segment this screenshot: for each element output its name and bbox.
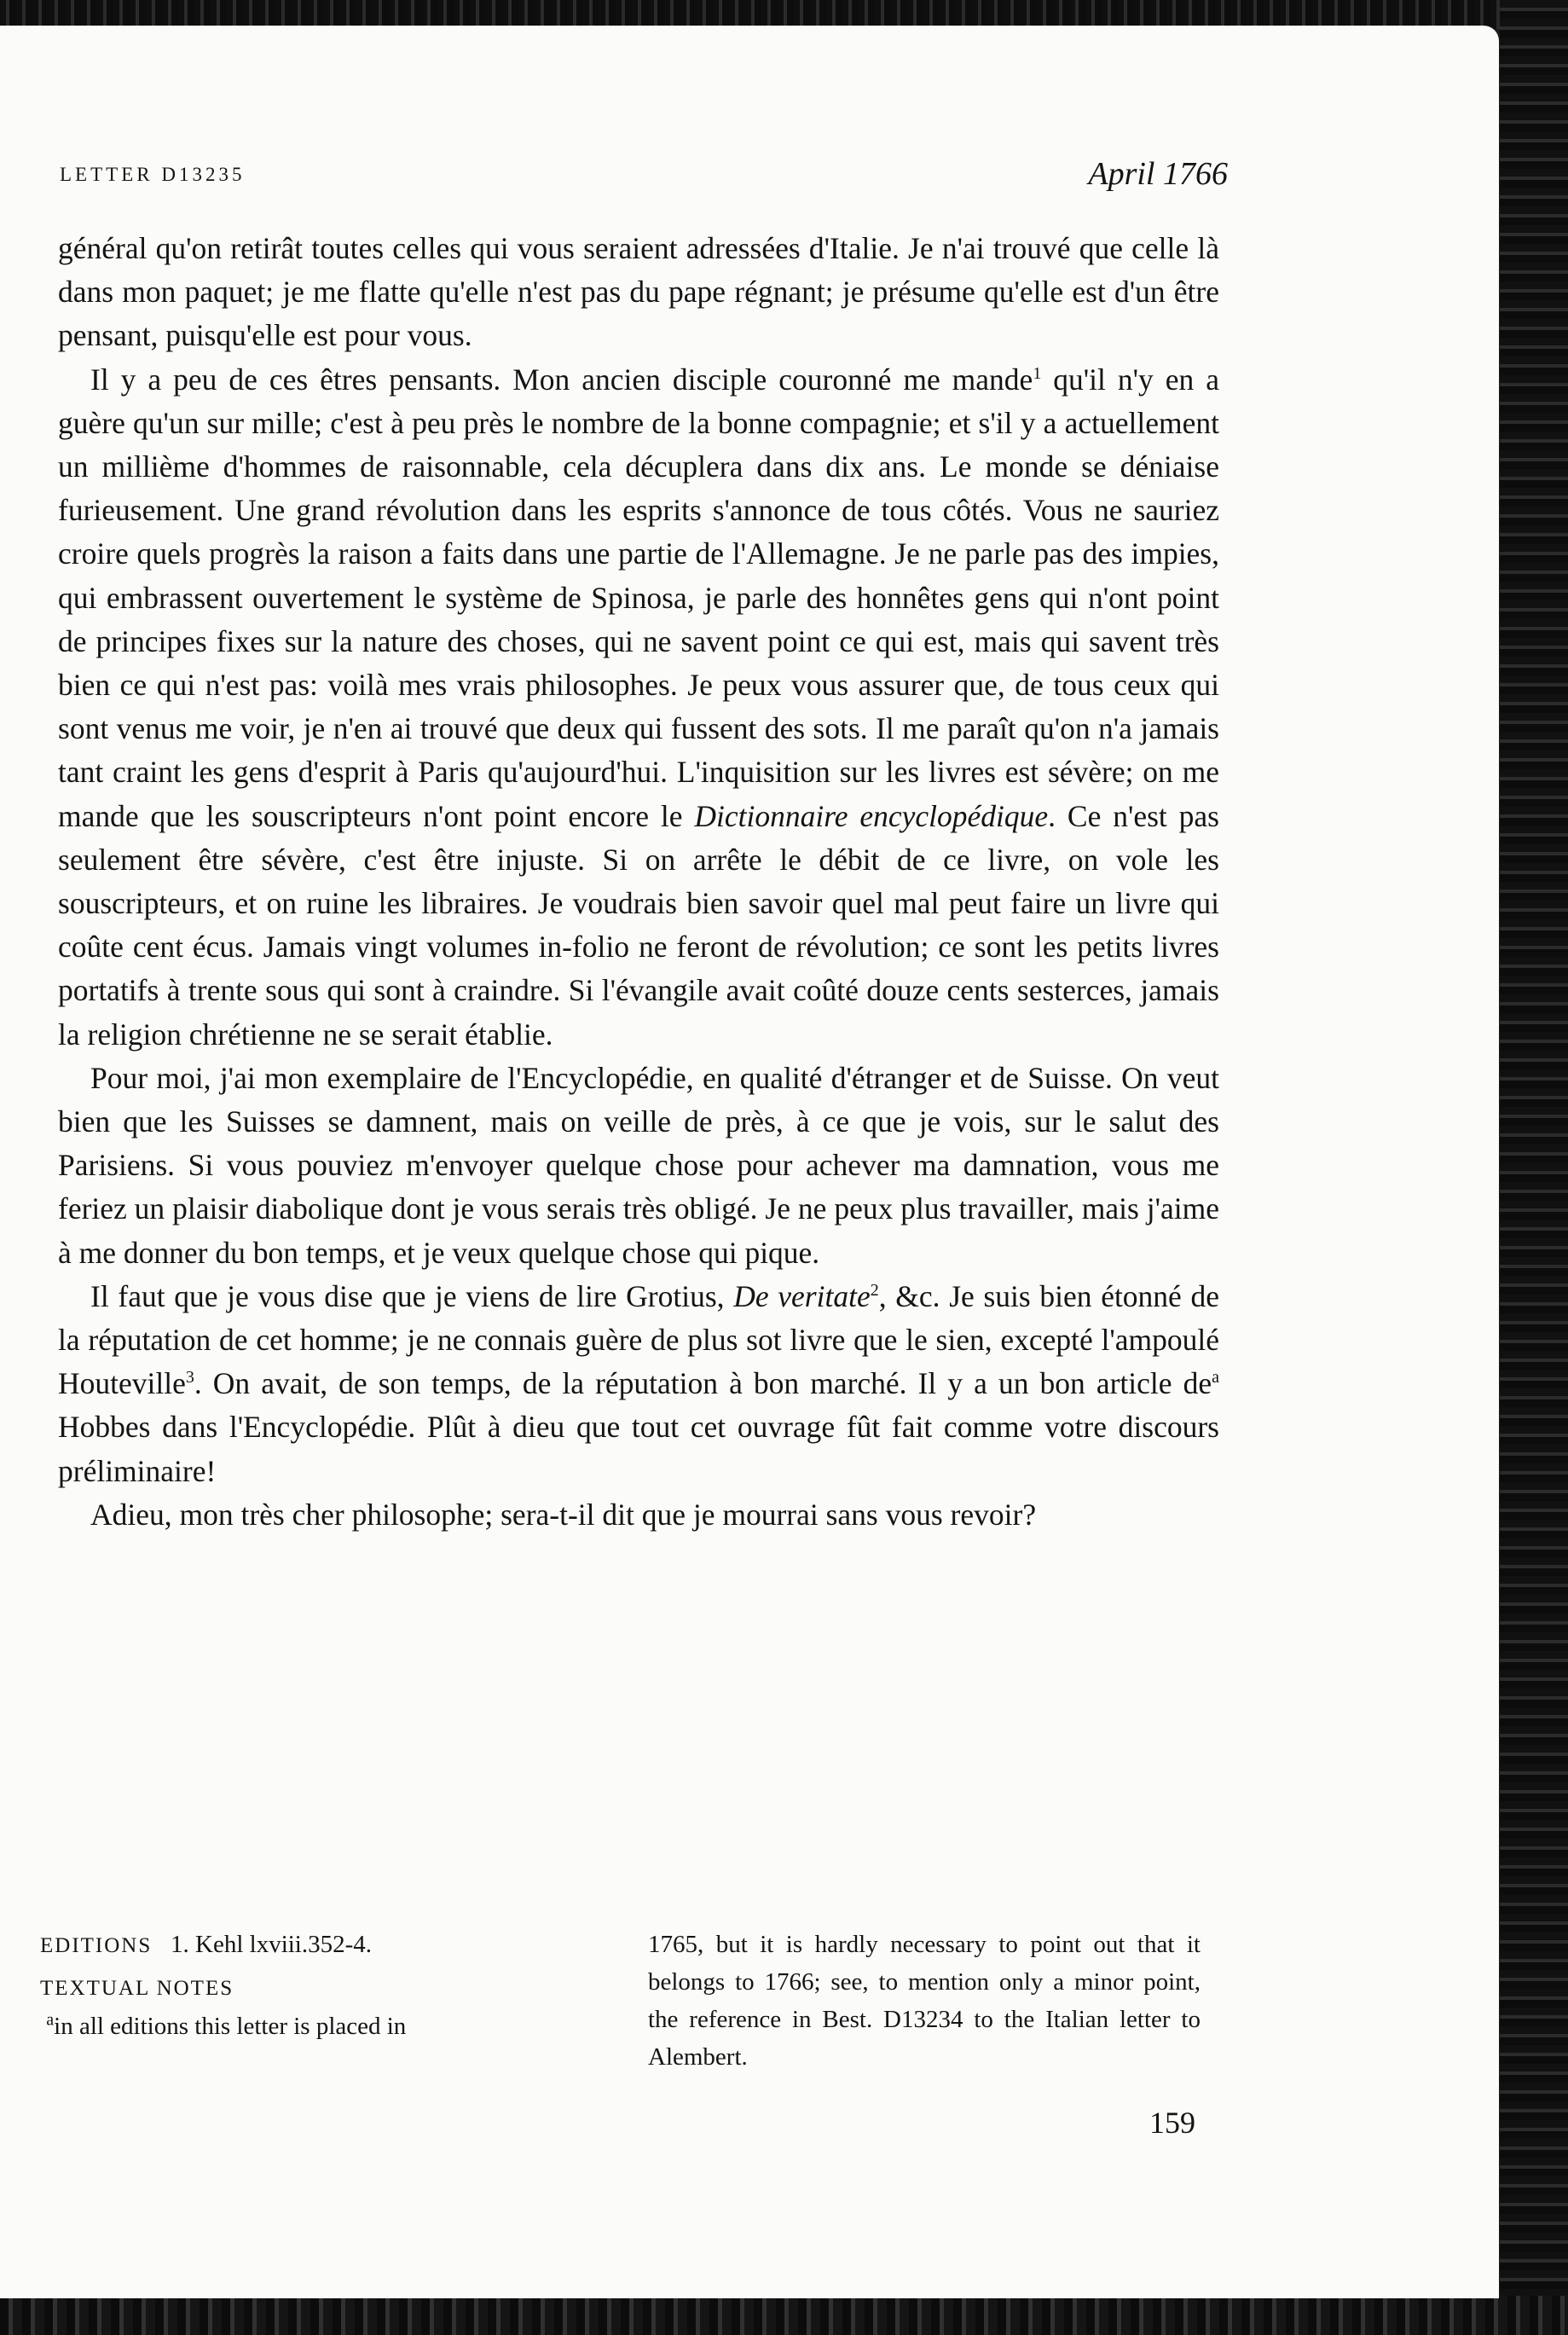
notes-left-column xyxy=(40,1926,610,2045)
paragraph-2-text-a: Il y a peu de ces êtres pensants. Mon ancien disciple couronné me mande xyxy=(90,362,1033,397)
footnote-ref-2: 2 xyxy=(870,1281,879,1301)
editions-note xyxy=(40,1926,610,1965)
textual-notes-heading xyxy=(40,1968,610,2008)
page-number: 159 xyxy=(1149,2106,1195,2140)
paragraph-4-text-c: . On avait, de son temps, de la réputation à bon marché. Il y a un bon article de xyxy=(194,1366,1212,1401)
textual-note-marker: a xyxy=(46,2010,55,2030)
paragraph-2-text-b: qu'il n'y en a guère qu'un sur mille; c'est à peu près le nombre de la bonne compagnie; et s'il y a actuellement un millième d'hommes de raisonnable, cela décuplera dans dix ans. Le monde se déniaise furieusement. Une grand révolution dans les esprits s'annonce de tous côtés. Vous ne sauriez croire quels progrès la raison a faits dans une partie de l'Allemagne. Je ne parle pas des impies, qui embrassent ouvertement le système de Spinosa, je parle des honnêtes gens qui n'ont point de principes fixes sur la nature des choses, qui ne savent point ce qui est, mais qui savent très bien ce qui n'est pas: voilà mes vrais philosophes. Je peux vous assurer que, de tous ceux qui sont venus me voir, je n'en ai trouvé que deux qui fussent des sots. Il me paraît qu'on n'a jamais tant craint les gens d'esprit à Paris qu'aujourd'hui. L'inquisition sur les livres est sévère; on me mande que les souscripteurs n'ont point encore le xyxy=(58,362,1219,833)
scan-border-bottom xyxy=(0,2296,1568,2335)
paragraph-2-text-c: . Ce n'est pas seulement être sévère, c'est être injuste. Si on arrête le débit de ce livre, on vole les souscripteurs, et on ruine les libraires. Je voudrais bien savoir quel mal peut faire un livre qui coûte cent écus. Jamais vingt volumes in-folio ne feront de révolution; ce sont les petits livres portatifs à trente sous qui sont à craindre. Si l'évangile avait coûté douze cents sesterces, jamais la religion chrétienne ne se serait établie. xyxy=(58,798,1219,1052)
textual-notes-label: TEXTUAL NOTES xyxy=(40,1977,234,2000)
scan-border-right xyxy=(1500,0,1568,2335)
running-head xyxy=(60,156,1228,198)
textual-note-a-continued: 1765, but it is hardly necessary to point out that it belongs to 1766; see, to mention only a minor point, the reference in Best. D13234 to the Italian letter to Alembert. xyxy=(648,1931,1201,2071)
paragraph-4-text-a: Il faut que je vous dise que je viens de lire Grotius, xyxy=(90,1278,734,1313)
textual-note-ref-a: a xyxy=(1212,1368,1219,1388)
scan-border-top xyxy=(0,0,1568,29)
footnote-ref-3: 3 xyxy=(185,1368,194,1388)
paragraph-1: général qu'on retirât toutes celles qui vous seraient adressées d'Italie. Je n'ai trouvé que celle là dans mon paquet; je me flatte qu'elle n'est pas du pape régnant; je présume qu'elle est d'un être pensant, puisqu'elle est pour vous. xyxy=(58,231,1219,353)
paragraph-4-text-d: Hobbes dans l'Encyclopédie. Plût à dieu que tout cet ouvrage fût fait comme votre discours préliminaire! xyxy=(58,1410,1219,1488)
paragraph-2 xyxy=(58,358,1219,1057)
textual-note-a xyxy=(40,2008,610,2045)
paragraph-4-italic-title: De veritate xyxy=(733,1278,871,1313)
footnote-ref-1: 1 xyxy=(1033,363,1042,383)
paragraph-4-text-b: , &c. Je suis bien étonné de la réputation de cet homme; je ne connais guère de plus sot livre que le sien, excepté l'ampoulé Houteville xyxy=(58,1278,1220,1401)
letter-id: LETTER D13235 xyxy=(60,164,246,185)
editions-label: EDITIONS xyxy=(40,1934,153,1957)
letter-body xyxy=(58,227,1219,1537)
editions-text: 1. Kehl lxviii.352-4. xyxy=(171,1931,373,1958)
textual-note-a-text: in all editions this letter is placed in xyxy=(54,2013,407,2040)
letter-date: April 1766 xyxy=(1088,156,1228,192)
paragraph-5: Adieu, mon très cher philosophe; sera-t-il dit que je mourrai sans vous revoir? xyxy=(90,1497,1037,1532)
paragraph-2-italic-title: Dictionnaire encyclopédique xyxy=(694,798,1049,833)
paragraph-4 xyxy=(58,1275,1219,1493)
paragraph-3: Pour moi, j'ai mon exemplaire de l'Encyclopédie, en qualité d'étranger et de Suisse. On veut bien que les Suisses se damnent, mais on veille de près, à ce que je vois, sur le salut des Parisiens. Si vous pouviez m'envoyer quelque chose pour achever ma damnation, vous me feriez un plaisir diabolique dont je vous serais très obligé. Je ne peux plus travailler, mais j'aime à me donner du bon temps, et je veux quelque chose qui pique. xyxy=(58,1060,1219,1270)
notes-right-column xyxy=(648,1926,1201,2076)
